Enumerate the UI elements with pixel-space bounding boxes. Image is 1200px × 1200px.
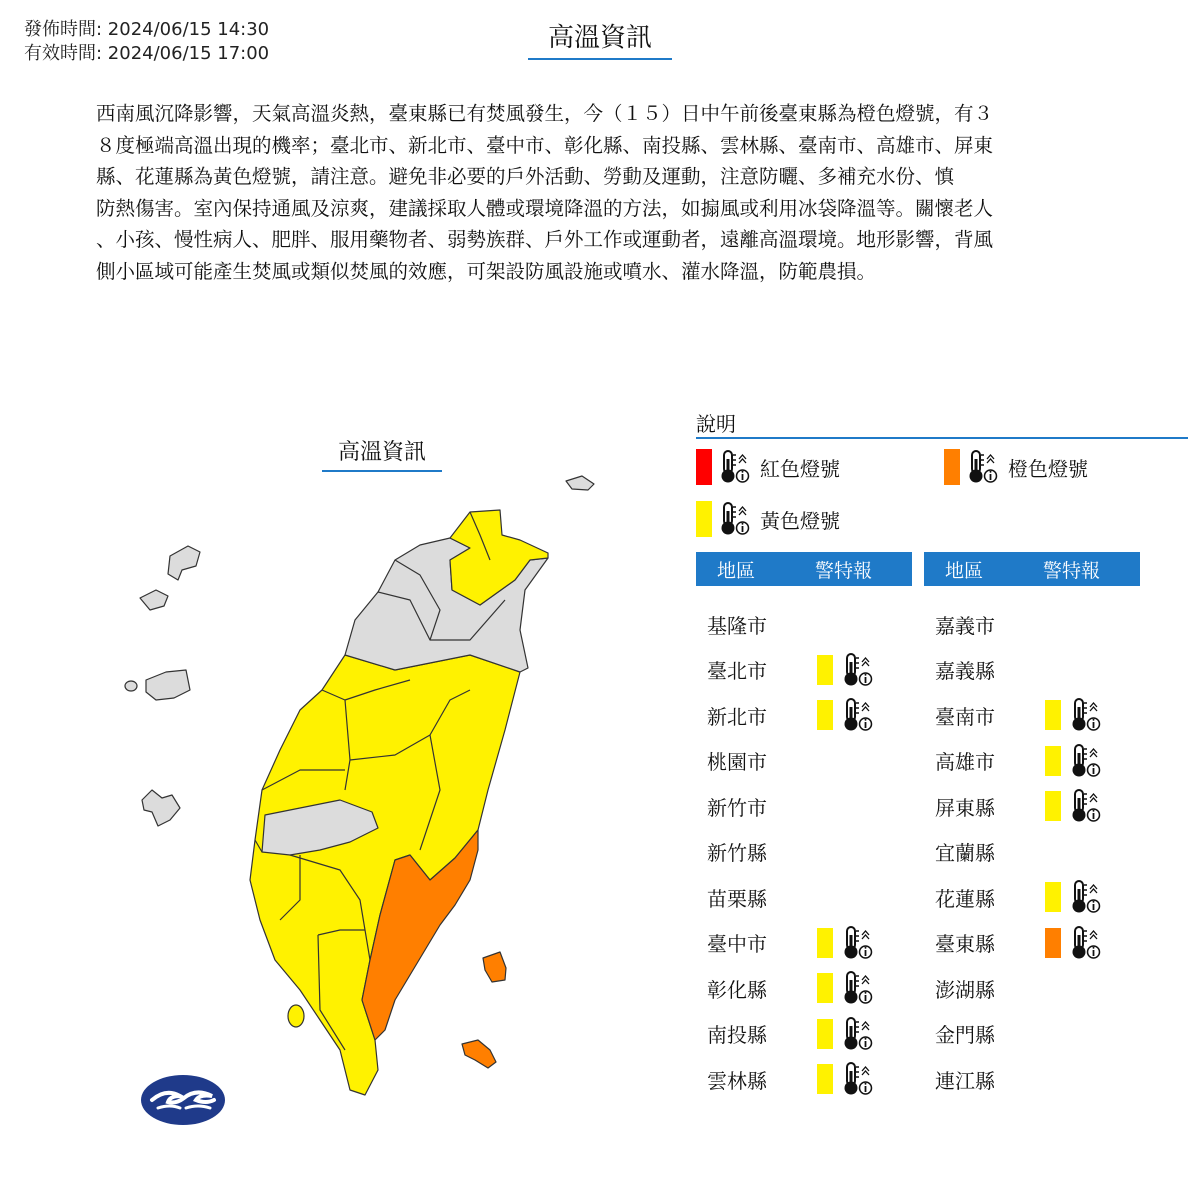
region-row <box>707 741 817 781</box>
header-region: 地區 <box>717 559 756 582</box>
region-name: 高雄市 <box>935 750 995 774</box>
map-island-green <box>483 952 506 982</box>
region-name: 南投縣 <box>707 1023 767 1047</box>
region-row <box>707 923 875 963</box>
region-row <box>935 968 1045 1008</box>
thermometer-icon <box>841 1016 875 1052</box>
description-line: ８度極端高溫出現的機率；臺北市、新北市、臺中市、彰化縣、南投縣、雲林縣、臺南市、高雄市、屏東 <box>96 133 994 157</box>
map-island-turtle <box>566 476 594 490</box>
region-name: 新北市 <box>707 704 767 729</box>
region-row <box>707 604 817 644</box>
region-name: 宜蘭縣 <box>935 841 995 865</box>
header-warning: 警特報 <box>815 559 873 582</box>
yellow-swatch <box>817 1064 833 1094</box>
region-name: 嘉義市 <box>935 613 995 638</box>
legend-item-yellow <box>696 500 840 538</box>
region-name: 臺南市 <box>935 704 995 729</box>
description-line: 縣、花蓮縣為黃色燈號，請注意。避免非必要的戶外活動、勞動及運動，注意防曬、多補充水份、慎 <box>96 165 955 188</box>
header-warning: 警特報 <box>1043 559 1101 582</box>
region-name: 雲林縣 <box>707 1068 767 1093</box>
region-row <box>935 786 1103 826</box>
description-line: 、小孩、慢性病人、肥胖、服用藥物者、弱勢族群、戶外工作或運動者，遠離高溫環境。地形影響，背風 <box>96 228 994 251</box>
yellow-swatch <box>1045 882 1061 912</box>
region-name: 嘉義縣 <box>935 659 995 683</box>
region-name: 連江縣 <box>935 1068 995 1093</box>
thermometer-icon <box>1069 788 1103 824</box>
region-name: 屏東縣 <box>935 795 995 820</box>
region-row <box>935 650 1045 690</box>
region-row <box>935 695 1103 735</box>
page-title: 高溫資訊 <box>528 20 672 60</box>
yellow-swatch <box>817 973 833 1003</box>
yellow-swatch <box>817 1019 833 1049</box>
legend-item-red <box>696 448 840 486</box>
valid-time: 有效時間: 2024/06/15 17:00 <box>24 43 270 64</box>
region-row <box>707 968 875 1008</box>
map-island-matsu-1 <box>168 546 200 580</box>
yellow-swatch <box>817 928 833 958</box>
yellow-swatch <box>696 501 712 537</box>
thermometer-icon <box>841 925 875 961</box>
region-row <box>707 695 875 735</box>
thermometer-icon <box>841 652 875 688</box>
region-row <box>707 1014 875 1054</box>
thermometer-icon <box>841 697 875 733</box>
region-row <box>707 832 817 872</box>
region-name: 花蓮縣 <box>935 886 995 911</box>
region-name: 臺北市 <box>707 659 767 683</box>
thermometer-icon <box>718 449 752 485</box>
map-title: 高溫資訊 <box>322 438 442 472</box>
region-row <box>707 650 875 690</box>
region-name: 苗栗縣 <box>707 886 767 911</box>
region-name: 新竹市 <box>707 795 767 820</box>
legend-label: 紅色燈號 <box>760 456 840 481</box>
region-name: 新竹縣 <box>707 841 767 865</box>
region-row <box>935 1014 1045 1054</box>
map-island-penghu <box>142 790 180 826</box>
map-island-orchid <box>462 1040 496 1068</box>
cwa-logo <box>140 1074 226 1126</box>
legend-label: 黃色燈號 <box>760 508 840 533</box>
map-region-yellow-north <box>450 510 548 605</box>
region-row <box>935 604 1045 644</box>
yellow-swatch <box>1045 700 1061 730</box>
thermometer-icon <box>718 501 752 537</box>
thermometer-icon <box>966 449 1000 485</box>
legend-divider <box>696 437 1188 439</box>
issue-time: 發佈時間: 2024/06/15 14:30 <box>24 19 270 40</box>
thermometer-icon <box>1069 925 1103 961</box>
thermometer-icon <box>841 970 875 1006</box>
yellow-swatch <box>1045 746 1061 776</box>
yellow-swatch <box>817 700 833 730</box>
thermometer-icon <box>1069 879 1103 915</box>
region-row <box>935 832 1045 872</box>
legend-title: 說明 <box>696 412 736 436</box>
yellow-swatch <box>817 655 833 685</box>
thermometer-icon <box>1069 697 1103 733</box>
region-name: 臺中市 <box>707 932 767 956</box>
region-name: 彰化縣 <box>707 977 767 1002</box>
region-name: 金門縣 <box>935 1023 995 1047</box>
map-island-lieyu <box>125 681 137 691</box>
map-island-kinmen <box>146 670 190 700</box>
map-island-matsu-2 <box>140 590 168 610</box>
legend-item-orange <box>944 448 1088 486</box>
table-header-right <box>924 552 1140 586</box>
thermometer-icon <box>841 1061 875 1097</box>
orange-swatch <box>944 449 960 485</box>
description-line: 防熱傷害。室內保持通風及涼爽，建議採取人體或環境降溫的方法，如搧風或利用冰袋降溫等。關懷老人 <box>96 196 994 220</box>
description-line: 側小區域可能產生焚風或類似焚風的效應，可架設防風設施或噴水、灌水降溫，防範農損。 <box>96 259 877 283</box>
region-row <box>935 877 1103 917</box>
region-name: 臺東縣 <box>935 932 995 956</box>
region-name: 澎湖縣 <box>935 977 995 1002</box>
legend-label: 橙色燈號 <box>1008 456 1088 481</box>
thermometer-icon <box>1069 743 1103 779</box>
yellow-swatch <box>1045 791 1061 821</box>
region-row <box>935 1059 1045 1099</box>
region-name: 桃園市 <box>707 750 767 774</box>
header-region: 地區 <box>945 559 984 582</box>
map-island-liuqiu <box>288 1005 304 1027</box>
region-row <box>935 741 1103 781</box>
description-line: 西南風沉降影響，天氣高溫炎熱，臺東縣已有焚風發生，今（１５）日中午前後臺東縣為橙色燈號，有３ <box>96 102 994 125</box>
region-row <box>707 877 817 917</box>
region-row <box>707 1059 875 1099</box>
orange-swatch <box>1045 928 1061 958</box>
region-row <box>935 923 1103 963</box>
red-swatch <box>696 449 712 485</box>
table-header-left <box>696 552 912 586</box>
region-row <box>707 786 817 826</box>
region-name: 基隆市 <box>707 613 767 638</box>
